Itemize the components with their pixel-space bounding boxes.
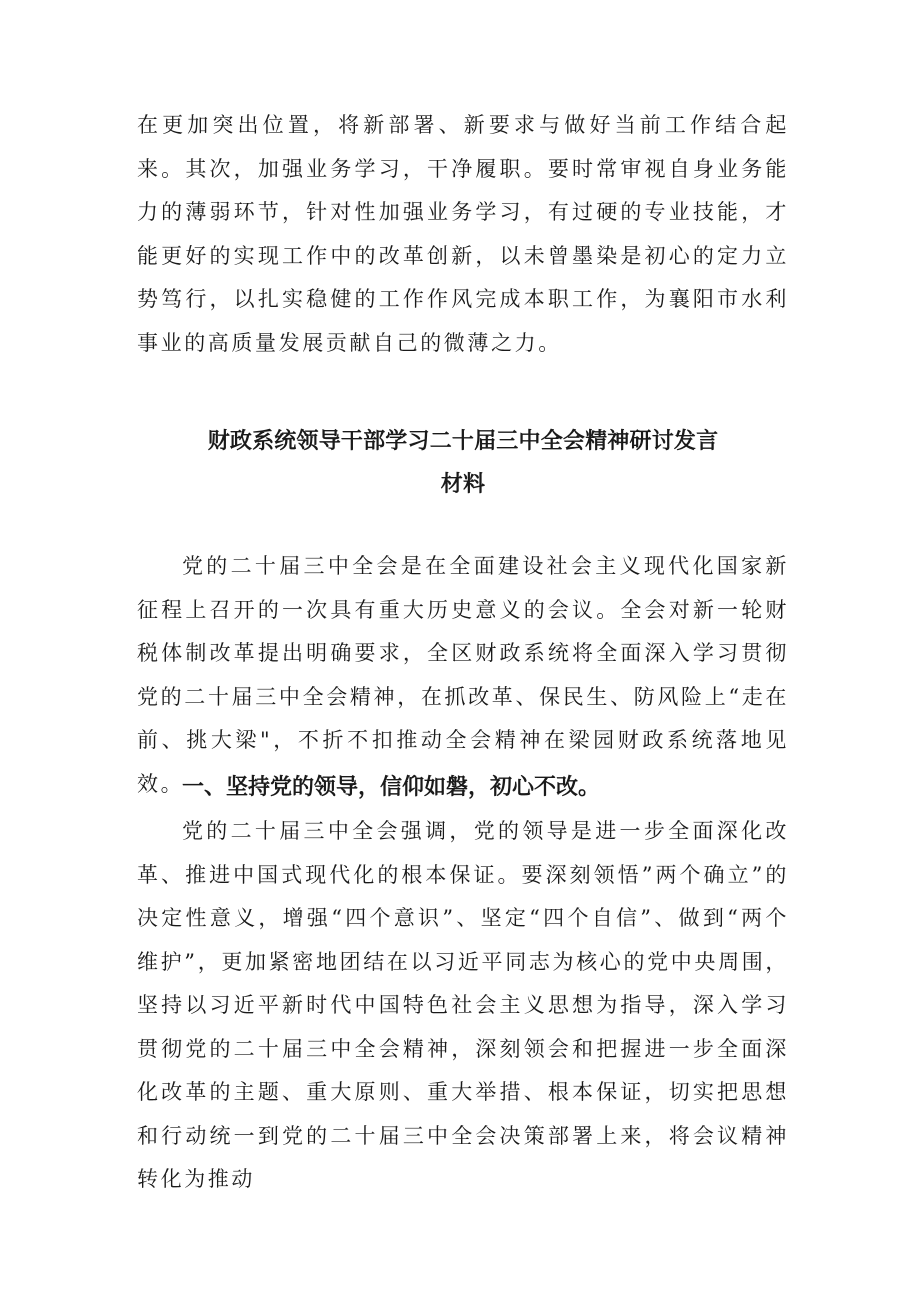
article-title xyxy=(137,420,789,506)
continuation-paragraph: 在更加突出位置，将新部署、新要求与做好当前工作结合起来。其次，加强业务学习，干净履职。要时常审视自身业务能力的薄弱环节，针对性加强业务学习，有过硬的专业技能，才能更好的实现工作中的改革创新，以未曾墨染是初心的定力立势笃行，以扎实稳健的工作作风完成本职工作，为襄阳市水利事业的高质量发展贡献自己的微薄之力。 xyxy=(137,113,789,355)
section-1-paragraph: 党的二十届三中全会强调，党的领导是进一步全面深化改革、推进中国式现代化的根本保证。要深刻领悟”两个确立”的决定性意义，增强“四个意识”、坚定“四个自信”、做到“两个维护”，更加紧密地团结在以习近平同志为核心的党中央周围，坚持以习近平新时代中国特色社会主义思想为指导，深入学习贯彻党的二十届三中全会精神，深刻领会和把握进一步全面深化改革的主题、重大原则、重大举措、根本保证，切实把思想和行动统一到党的二十届三中全会决策部署上来，将会议精神转化为推动 xyxy=(137,819,789,1191)
article-title-line-1: 财政系统领导干部学习二十届三中全会精神研讨发言 xyxy=(207,429,719,454)
intro-paragraph: 党的二十届三中全会是在全面建设社会主义现代化国家新征程上召开的一次具有重大历史意义的会议。全会对新一轮财税体制改革提出明确要求，全区财政系统将全面深入学习贯彻党的二十届三中全会精神，在抓改革、保民生、防风险上“走在前、挑大梁"，不折不扣推动全会精神在梁园财政系统落地见效。 xyxy=(137,554,789,796)
section-heading-1: 一、坚持党的领导，信仰如磐，初心不改。 xyxy=(182,775,601,800)
article-title-line-2: 材料 xyxy=(440,472,486,497)
